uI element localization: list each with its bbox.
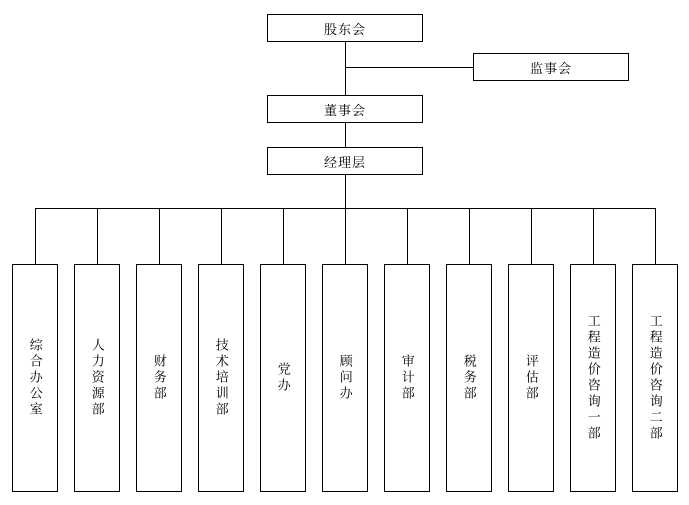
node-supervisors: 监事会	[473, 53, 629, 81]
connector-line	[345, 42, 346, 95]
connector-line	[407, 208, 408, 264]
node-dept-training: 技术培训部	[198, 264, 244, 492]
connector-line	[469, 208, 470, 264]
connector-line	[345, 67, 473, 68]
node-shareholders: 股东会	[267, 14, 423, 42]
node-dept-party: 党办	[260, 264, 306, 492]
connector-line	[655, 208, 656, 264]
node-dept-general-office: 综合办公室	[12, 264, 58, 492]
connector-line	[593, 208, 594, 264]
connector-line	[345, 208, 346, 264]
node-dept-cost-consulting-1: 工程造价咨询一部	[570, 264, 616, 492]
node-dept-appraisal: 评估部	[508, 264, 554, 492]
node-dept-finance: 财务部	[136, 264, 182, 492]
node-board: 董事会	[267, 95, 423, 123]
connector-line	[345, 123, 346, 147]
node-dept-cost-consulting-2: 工程造价咨询二部	[632, 264, 678, 492]
node-dept-consultant: 顾问办	[322, 264, 368, 492]
connector-line	[35, 208, 36, 264]
connector-line	[345, 175, 346, 208]
connector-line	[97, 208, 98, 264]
node-dept-tax: 税务部	[446, 264, 492, 492]
node-management: 经理层	[267, 147, 423, 175]
connector-line	[283, 208, 284, 264]
node-dept-audit: 审计部	[384, 264, 430, 492]
connector-line	[221, 208, 222, 264]
connector-line	[531, 208, 532, 264]
connector-line	[159, 208, 160, 264]
node-dept-hr: 人力资源部	[74, 264, 120, 492]
